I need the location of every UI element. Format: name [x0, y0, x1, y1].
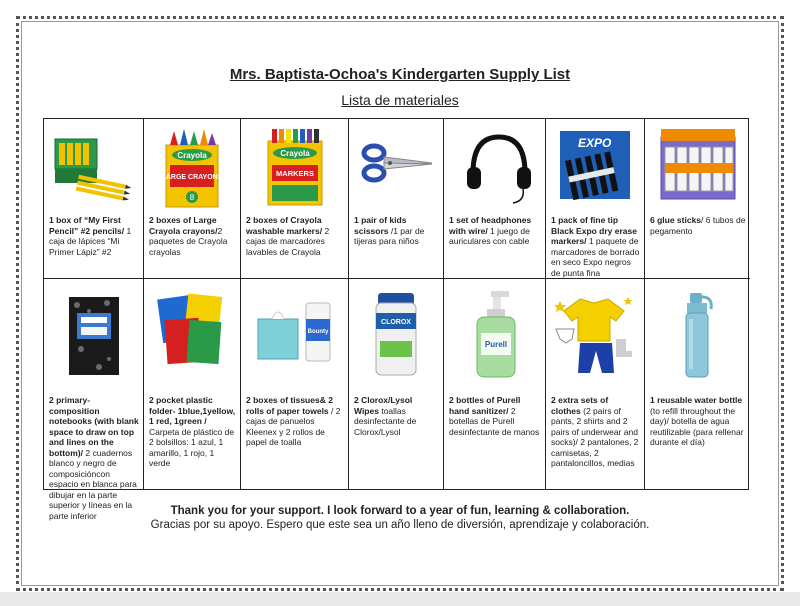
expo-markers-icon — [546, 127, 644, 207]
expo-logo-text: EXPO — [578, 136, 612, 150]
supply-item-text: 1 reusable water bottle (to refill throughout the day)/ botella de agua reutilizable (para rellenar durante el día) — [650, 395, 744, 447]
supply-cell — [241, 119, 349, 279]
page-subtitle: Lista de materiales — [341, 92, 459, 108]
supply-cell — [241, 279, 349, 489]
supply-cell — [144, 279, 241, 489]
supply-cell — [44, 119, 144, 279]
supply-cell — [645, 279, 750, 489]
supply-item-text: 1 set of headphones with wire/ 1 juego de auriculares con cable — [449, 215, 532, 246]
glue-sticks-icon — [645, 127, 750, 207]
supply-item-text: 2 Clorox/Lysol Wipes toallas desinfectante de Clorox/Lysol — [354, 395, 417, 437]
supply-item-text: 2 boxes of tissues& 2 rolls of paper towels / 2 cajas de panuelos Kleenex y 2 rollos de papel de toalla — [246, 395, 341, 447]
page-title: Mrs. Baptista-Ochoa's Kindergarten Supply List — [229, 66, 571, 83]
pencils-box-icon — [44, 127, 143, 207]
supply-item-text: 2 boxes of Crayola washable markers/ 2 cajas de marcadores lavables de Crayola — [246, 215, 330, 257]
supply-item-text: 2 extra sets of clothes (2 pairs of pants, 2 shirts and 2 pairs of underwear and socks)/ 2 pantalones, 2 camisetas, 2 pantaloncillos, medias — [551, 395, 639, 468]
supply-item-text: 1 pair of kids scissors /1 par de tijeras para niños — [354, 215, 425, 246]
crayons-count: 8 — [189, 193, 195, 202]
clorox-wipes-icon — [349, 289, 443, 379]
supply-item-text: 1 box of “My First Pencil” #2 pencils/ 1 caja de lápices “Mi Primer Lápiz” #2 — [49, 215, 132, 257]
crayola-markers-icon — [241, 127, 348, 207]
clothes-icon — [546, 289, 644, 379]
plastic-folders-icon — [144, 289, 240, 379]
crayola-large-crayons-icon — [144, 127, 240, 207]
supply-item-text: 2 bottles of Purell hand sanitizer/ 2 botellas de Purell desinfectante de manos — [449, 395, 540, 437]
supply-cell — [349, 119, 444, 279]
supply-cell — [144, 119, 241, 279]
supply-item-text: 2 pocket plastic folder- 1blue,1yellow, 1 red, 1green / Carpeta de plástico de 2 bolsillos: 1 azul, 1 amarillo, 1 rojo, 1 verde — [149, 395, 236, 468]
composition-notebook-icon — [44, 289, 143, 379]
scissors-icon — [349, 127, 443, 207]
supply-item-text: 6 glue sticks/ 6 tubos de pegamento — [650, 215, 746, 236]
clorox-logo-text: CLOROX — [381, 319, 411, 326]
supply-item-text: 1 pack of fine tip Black Expo dry erase markers/ 1 paquete de marcadores de borrado en seco Expo negros de punta fina — [551, 215, 640, 278]
supply-item-text: 2 primary-composition notebooks (with blank space to draw on top and lines on the bottom)/ 2 cuadernos blanco y negro de composicióncon espacio en blanca para dibujar en la parte superior y líneas en la parte inferior — [49, 395, 139, 521]
markers-label: MARKERS — [275, 169, 314, 178]
crayons-label: LARGE CRAYONS — [161, 174, 223, 181]
crayola-logo-text: Crayola — [279, 149, 310, 158]
supply-item-text: 2 boxes of Large Crayola crayons/2 paquetes de Crayola crayolas — [149, 215, 228, 257]
thank-you-spanish: Gracias por su apoyo. Espero que este sea un año lleno de diversión, aprendizaje y colaboración. — [150, 519, 650, 531]
supply-cell — [44, 279, 144, 521]
supply-cell — [349, 279, 444, 489]
purell-logo-text: Purell — [484, 340, 507, 349]
hand-sanitizer-icon — [444, 289, 545, 379]
bottom-strip — [0, 592, 800, 606]
thank-you-english: Thank you for your support. I look forward to a year of fun, learning & collaboration. — [170, 505, 630, 517]
supply-cell — [444, 279, 546, 489]
water-bottle-icon — [645, 289, 750, 379]
tissues-paper-towels-icon — [241, 289, 348, 379]
bounty-logo-text: Bounty — [307, 329, 328, 335]
crayola-logo-text: Crayola — [177, 151, 207, 160]
supply-cell — [546, 279, 645, 489]
supply-cell — [444, 119, 546, 279]
supply-cell — [546, 119, 645, 279]
headphones-icon — [444, 127, 545, 207]
supply-cell — [645, 119, 750, 279]
